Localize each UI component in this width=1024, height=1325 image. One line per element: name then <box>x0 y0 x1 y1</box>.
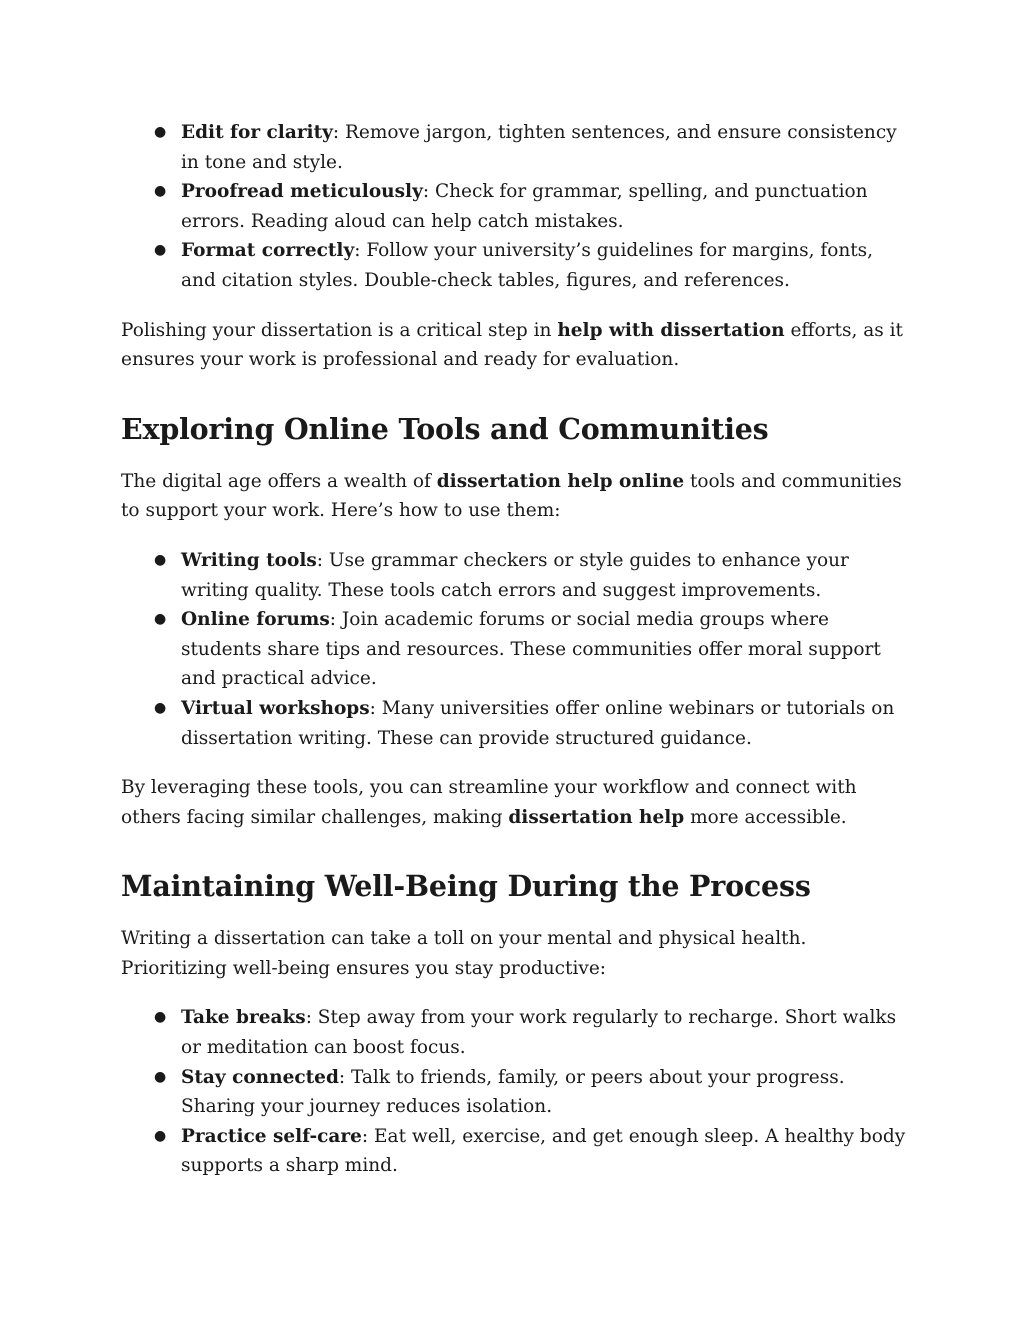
list-item-text: : Eat well, exercise, and get enough sleep. A healthy body supports a sharp mind. <box>181 1125 906 1177</box>
bullet-icon: ● <box>154 1068 167 1085</box>
list-item <box>121 546 911 605</box>
list-item-text: : Step away from your work regularly to recharge. Short walks or meditation can boost focus. <box>181 1007 897 1059</box>
polishing-paragraph <box>121 316 911 375</box>
list-item-term: Edit for clarity <box>181 122 333 143</box>
list-item-term: Take breaks <box>181 1007 306 1029</box>
list-item-term: Stay connected <box>181 1066 339 1088</box>
paragraph-keyword: dissertation help <box>508 806 685 828</box>
list-item <box>121 118 911 177</box>
list-item <box>121 1003 911 1062</box>
online-tools-list <box>121 546 911 753</box>
list-item-term: Format correctly <box>181 240 355 262</box>
list-item <box>121 1063 911 1122</box>
online-tools-intro <box>121 467 911 526</box>
bullet-icon: ● <box>154 1127 167 1144</box>
polishing-tips-list <box>121 118 911 296</box>
list-item-text: : Follow your university’s guidelines for margins, fonts, and citation styles. Double-check tables, figures, and references. <box>181 240 874 291</box>
paragraph-text: efforts, as it ensures your work is professional and ready for evaluation. <box>121 319 903 371</box>
list-item-text: : Check for grammar, spelling, and punctuation errors. Reading aloud can help catch mistakes. <box>181 181 868 232</box>
list-item <box>121 236 911 295</box>
list-item-text: : Use grammar checkers or style guides to enhance your writing quality. These tools catch errors and suggest improvements. <box>181 549 849 601</box>
list-item-term: Online forums <box>181 609 330 631</box>
list-item <box>121 694 911 753</box>
list-item-term: Proofread meticulously <box>181 181 423 203</box>
bullet-icon: ● <box>154 699 167 716</box>
paragraph-keyword: dissertation help online <box>436 470 685 492</box>
paragraph-text: By leveraging these tools, you can streamline your workflow and connect with others facing similar challenges, making <box>121 777 857 828</box>
bullet-icon: ● <box>154 242 167 259</box>
list-item-term: Practice self-care <box>181 1125 362 1147</box>
section-heading-online-tools: Exploring Online Tools and Communities <box>121 411 769 446</box>
bullet-icon: ● <box>154 1009 167 1026</box>
paragraph-text: Polishing your dissertation is a critical step in <box>121 319 558 341</box>
document-page <box>121 118 911 1181</box>
paragraph-text: The digital age offers a wealth of <box>121 470 437 492</box>
paragraph-text: more accessible. <box>684 806 847 828</box>
list-item-term: Virtual workshops <box>181 697 370 719</box>
well-being-intro: Writing a dissertation can take a toll on your mental and physical health. Prioritizing well-being ensures you stay productive: <box>121 928 807 979</box>
list-item <box>121 177 911 236</box>
well-being-list <box>121 1003 911 1181</box>
list-item-text: : Remove jargon, tighten sentences, and ensure consistency in tone and style. <box>181 122 897 173</box>
list-item-text: : Join academic forums or social media groups where students share tips and resources. These communities offer moral support and practical advice. <box>181 609 881 690</box>
bullet-icon: ● <box>154 183 167 200</box>
list-item-text: : Many universities offer online webinars or tutorials on dissertation writing. These can provide structured guidance. <box>181 697 895 749</box>
list-item-text: : Talk to friends, family, or peers about your progress. Sharing your journey reduces isolation. <box>181 1066 845 1118</box>
online-tools-conclusion <box>121 773 911 832</box>
bullet-icon: ● <box>154 551 167 568</box>
paragraph-keyword: help with dissertation <box>557 319 785 341</box>
section-heading-well-being: Maintaining Well-Being During the Process <box>121 869 811 904</box>
bullet-icon: ● <box>154 611 167 628</box>
paragraph-text: tools and communities to support your work. Here’s how to use them: <box>121 470 902 522</box>
list-item <box>121 605 911 694</box>
bullet-icon: ● <box>154 124 167 140</box>
list-item <box>121 1122 911 1181</box>
list-item-term: Writing tools <box>181 549 317 571</box>
